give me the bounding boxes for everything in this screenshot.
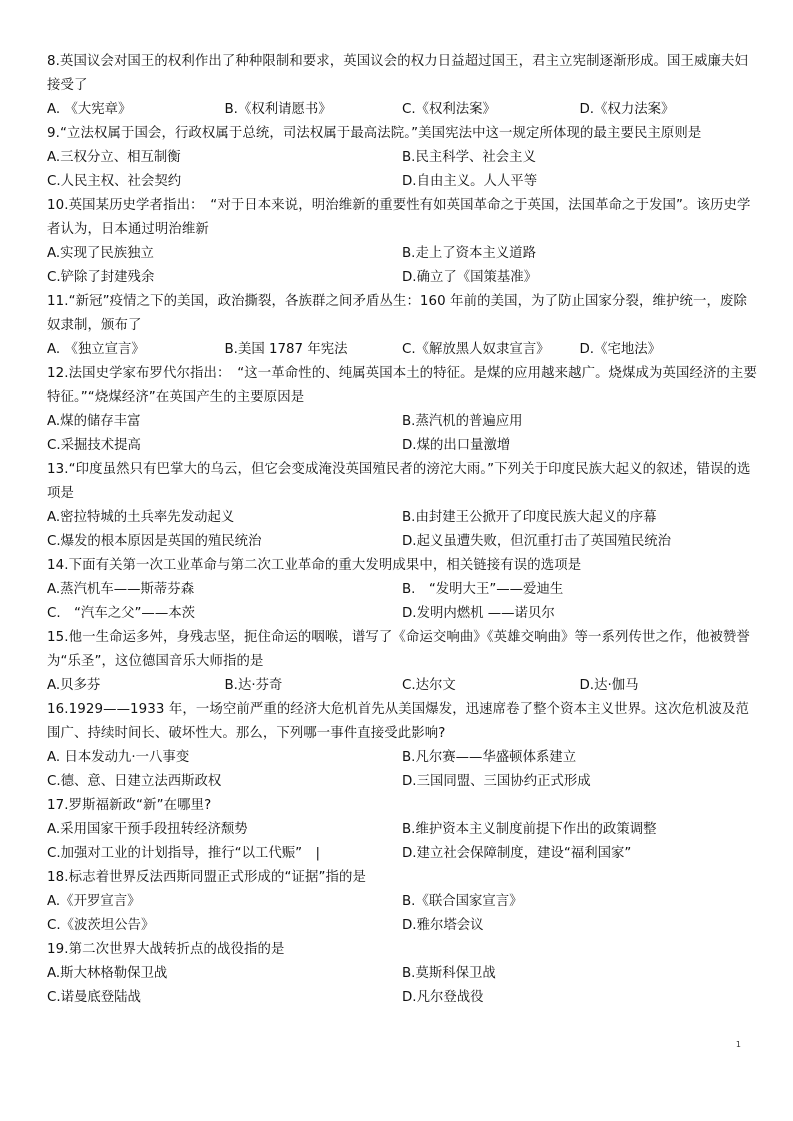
question-8 <box>47 50 757 122</box>
option-list <box>47 962 757 1010</box>
option-d: D.凡尔登战役 <box>402 990 484 1005</box>
question-stem: 13.“印度虽然只有巴掌大的乌云，但它会变成淹没英国殖民者的滂沱大雨。”下列关于印度民族大起义的叙述，错误的选项是 <box>47 462 751 501</box>
question-15 <box>47 626 757 698</box>
option-b: B.《权利请愿书》 <box>224 102 332 117</box>
question-stem: 16.1929——1933 年，一场空前严重的经济大危机首先从美国爆发，迅速席卷了整个资本主义世界。这次危机波及范围广、持续时间长、破坏性大。那么，下列哪一事件直接受此影响? <box>47 702 749 741</box>
option-b: B.民主科学、社会主义 <box>402 150 536 165</box>
option-list <box>47 146 757 194</box>
option-list <box>47 338 757 362</box>
question-stem: 12.法国史学家布罗代尔指出： “这一革命性的、纯属英国本土的特征。是煤的应用越来越广。烧煤成为英国经济的主要特征。”“烧煤经济”在英国产生的主要原因是 <box>47 366 757 405</box>
question-stem: 17.罗斯福新政“新”在哪里? <box>47 798 212 813</box>
question-stem: 19.第二次世界大战转折点的战役指的是 <box>47 942 285 957</box>
option-d: D.煤的出口量激增 <box>402 438 511 453</box>
option-d: D.《权力法案》 <box>579 102 675 117</box>
option-b: B.蒸汽机的普遍应用 <box>402 414 523 429</box>
option-c: C.爆发的根本原因是英国的殖民统治 <box>47 534 262 549</box>
option-b: B.达·芬奇 <box>224 678 283 693</box>
option-d: D.雅尔塔会议 <box>402 918 484 933</box>
option-a: A.斯大林格勒保卫战 <box>47 966 168 981</box>
option-d: D.达·伽马 <box>579 678 639 693</box>
option-a: A.《开罗宣言》 <box>47 894 141 909</box>
question-16 <box>47 698 757 794</box>
option-list <box>47 674 757 698</box>
option-list <box>47 506 757 554</box>
option-a: A. 《独立宣言》 <box>47 342 145 357</box>
question-9 <box>47 122 757 194</box>
question-stem: 8.英国议会对国王的权利作出了种种限制和要求，英国议会的权力日益超过国王，君主立宪制逐渐形成。国王威廉夫妇接受了 <box>47 54 748 93</box>
option-b: B.莫斯科保卫战 <box>402 966 496 981</box>
option-c: C.达尔文 <box>402 678 456 693</box>
option-b: B.凡尔赛——华盛顿体系建立 <box>402 750 577 765</box>
option-c: C.《权利法案》 <box>402 102 496 117</box>
option-c: C.《解放黑人奴隶宣言》 <box>402 342 550 357</box>
question-10 <box>47 194 757 290</box>
question-stem: 15.他一生命运多舛，身残志坚，扼住命运的咽喉，谱写了《命运交响曲》《英雄交响曲》等一系列传世之作，他被赞誉为“乐圣”，这位德国音乐大师指的是 <box>47 630 750 669</box>
option-a: A. 《大宪章》 <box>47 102 132 117</box>
option-d: D.自由主义。人人平等 <box>402 174 538 189</box>
option-a: A.采用国家干预手段扭转经济颓势 <box>47 822 248 837</box>
option-c: C.《波茨坦公告》 <box>47 918 155 933</box>
page-number: 1 <box>735 1040 741 1049</box>
option-d: D.三国同盟、三国协约正式形成 <box>402 774 591 789</box>
option-d: D.《宅地法》 <box>579 342 662 357</box>
question-14 <box>47 554 757 626</box>
option-b: B.《联合国家宣言》 <box>402 894 523 909</box>
option-c: C.德、意、日建立法西斯政权 <box>47 774 222 789</box>
option-a: A.密拉特城的土兵率先发动起义 <box>47 510 235 525</box>
option-d: D.确立了《国策基准》 <box>402 270 538 285</box>
option-a: A. 日本发动九·一八事变 <box>47 750 190 765</box>
question-stem: 11.“新冠”疫情之下的美国，政治撕裂，各族群之间矛盾丛生：160 年前的美国，为了防止国家分裂，维护统一，废除奴隶制，颁布了 <box>47 294 747 333</box>
option-list <box>47 578 757 626</box>
option-a: A.三权分立、相互制衡 <box>47 150 181 165</box>
question-stem: 18.标志着世界反法西斯同盟正式形成的“证据”指的是 <box>47 870 366 885</box>
question-stem: 9.“立法权属于国会，行政权属于总统，司法权属于最高法院。”美国宪法中这一规定所体现的最主要民主原则是 <box>47 126 702 141</box>
option-d: D.建立社会保障制度，建设“福利国家” <box>402 846 632 861</box>
question-stem: 10.英国某历史学者指出： “对于日本来说，明治维新的重要性有如英国革命之于英国，法国革命之于发国”。该历史学者认为，日本通过明治维新 <box>47 198 751 237</box>
option-d: D.发明内燃机 ——诺贝尔 <box>402 606 555 621</box>
option-b: B.维护资本主义制度前提下作出的政策调整 <box>402 822 657 837</box>
option-c: C.加强对工业的计划指导，推行“以工代赈” | <box>47 846 321 861</box>
option-d: D.起义虽遭失败，但沉重打击了英国殖民统治 <box>402 534 671 549</box>
option-b: B.美国 1787 年宪法 <box>224 342 348 357</box>
option-list <box>47 410 757 458</box>
option-c: C.采掘技术提高 <box>47 438 141 453</box>
option-a: A.煤的储存丰富 <box>47 414 141 429</box>
question-19 <box>47 938 757 1010</box>
question-18 <box>47 866 757 938</box>
question-11 <box>47 290 757 362</box>
option-list <box>47 890 757 938</box>
option-a: A.实现了民族独立 <box>47 246 154 261</box>
option-c: C.人民主权、社会契约 <box>47 174 182 189</box>
option-b: B.走上了资本主义道路 <box>402 246 536 261</box>
option-list <box>47 98 757 122</box>
question-stem: 14.下面有关第一次工业革命与第二次工业革命的重大发明成果中，相关链接有误的选项是 <box>47 558 582 573</box>
option-c: C.诺曼底登陆战 <box>47 990 141 1005</box>
option-list <box>47 746 757 794</box>
option-c: C. “汽车之父”——本茨 <box>47 606 195 621</box>
option-a: A.蒸汽机车——斯蒂芬森 <box>47 582 195 597</box>
question-13 <box>47 458 757 554</box>
exam-page <box>47 50 757 1010</box>
option-list <box>47 818 757 866</box>
option-b: B.由封建王公掀开了印度民族大起义的序幕 <box>402 510 657 525</box>
question-17 <box>47 794 757 866</box>
option-c: C.铲除了封建残余 <box>47 270 155 285</box>
question-12 <box>47 362 757 458</box>
option-a: A.贝多芬 <box>47 678 101 693</box>
option-b: B. “发明大王”——爱迪生 <box>402 582 564 597</box>
option-list <box>47 242 757 290</box>
